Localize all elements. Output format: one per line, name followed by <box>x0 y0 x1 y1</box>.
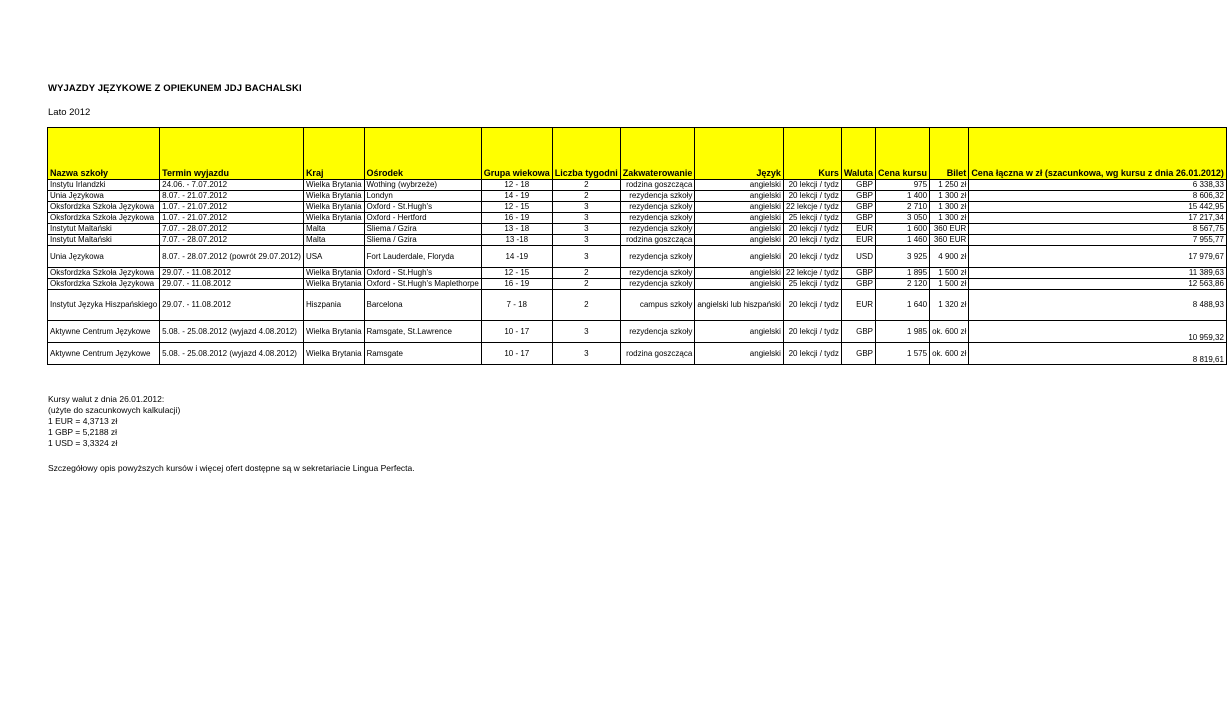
cell-country: Wielka Brytania <box>303 343 364 365</box>
cell-country: Wielka Brytania <box>303 180 364 191</box>
cell-country: Wielka Brytania <box>303 268 364 279</box>
table-row <box>48 246 1227 268</box>
cell-age-group: 16 - 19 <box>481 213 552 224</box>
cell-course: 20 lekcji / tydz <box>783 343 841 365</box>
cell-ticket: ok. 600 zł <box>930 321 969 343</box>
table-row <box>48 279 1227 290</box>
header-course-price: Cena kursu <box>876 128 930 180</box>
cell-currency: GBP <box>841 202 875 213</box>
cell-date: 7.07. - 28.07.2012 <box>160 224 304 235</box>
cell-center: Oxford - Hertford <box>364 213 481 224</box>
cell-course: 20 lekcji / tydz <box>783 224 841 235</box>
cell-language: angielski <box>695 202 784 213</box>
cell-ticket: 360 EUR <box>930 235 969 246</box>
cell-course-price: 1 640 <box>876 290 930 321</box>
cell-ticket: 1 500 zł <box>930 268 969 279</box>
cell-age-group: 7 - 18 <box>481 290 552 321</box>
cell-currency: EUR <box>841 235 875 246</box>
cell-language: angielski <box>695 224 784 235</box>
cell-course: 20 lekcji / tydz <box>783 235 841 246</box>
header-school: Nazwa szkoły <box>48 128 160 180</box>
cell-country: Wielka Brytania <box>303 191 364 202</box>
page-subtitle: Lato 2012 <box>48 107 91 118</box>
cell-date: 29.07. - 11.08.2012 <box>160 279 304 290</box>
cell-total: 8 567,75 <box>969 224 1227 235</box>
page-title: WYJAZDY JĘZYKOWE Z OPIEKUNEM JDJ BACHALSKI <box>48 83 302 94</box>
cell-date: 5.08. - 25.08.2012 (wyjazd 4.08.2012) <box>160 321 304 343</box>
cell-course-price: 975 <box>876 180 930 191</box>
cell-country: Wielka Brytania <box>303 213 364 224</box>
cell-weeks: 3 <box>552 202 620 213</box>
header-total: Cena łączna w zł (szacunkowa, wg kursu z dnia 26.01.2012) <box>969 128 1227 180</box>
cell-school: Instytut Maltański <box>48 224 160 235</box>
cell-country: Malta <box>303 235 364 246</box>
cell-accommodation: campus szkoły <box>620 290 695 321</box>
cell-age-group: 14 -19 <box>481 246 552 268</box>
cell-country: Hiszpania <box>303 290 364 321</box>
table-row <box>48 180 1227 191</box>
cell-date: 7.07. - 28.07.2012 <box>160 235 304 246</box>
cell-ticket: 1 500 zł <box>930 279 969 290</box>
cell-weeks: 3 <box>552 213 620 224</box>
rate-usd: 1 USD = 3,3324 zł <box>48 438 118 448</box>
cell-currency: EUR <box>841 224 875 235</box>
cell-weeks: 3 <box>552 235 620 246</box>
cell-weeks: 3 <box>552 246 620 268</box>
cell-currency: GBP <box>841 268 875 279</box>
cell-accommodation: rodzina goszcząca <box>620 343 695 365</box>
cell-date: 24.06. - 7.07.2012 <box>160 180 304 191</box>
cell-language: angielski <box>695 343 784 365</box>
cell-language: angielski <box>695 213 784 224</box>
cell-currency: GBP <box>841 191 875 202</box>
offers-table <box>47 127 1227 365</box>
cell-age-group: 16 - 19 <box>481 279 552 290</box>
cell-country: Wielka Brytania <box>303 321 364 343</box>
cell-language: angielski <box>695 268 784 279</box>
cell-school: Aktywne Centrum Językowe <box>48 321 160 343</box>
cell-currency: GBP <box>841 279 875 290</box>
notes-caption: (użyte do szacunkowych kalkulacji) <box>48 405 181 415</box>
cell-course: 25 lekcji / tydz <box>783 279 841 290</box>
cell-date: 29.07. - 11.08.2012 <box>160 268 304 279</box>
cell-weeks: 3 <box>552 321 620 343</box>
cell-weeks: 2 <box>552 279 620 290</box>
cell-course: 20 lekcji / tydz <box>783 321 841 343</box>
cell-total: 10 959,32 <box>969 321 1227 343</box>
cell-course-price: 2 710 <box>876 202 930 213</box>
cell-center: Ramsgate <box>364 343 481 365</box>
cell-ticket: 360 EUR <box>930 224 969 235</box>
cell-course-price: 1 400 <box>876 191 930 202</box>
cell-accommodation: rodzina goszcząca <box>620 180 695 191</box>
cell-school: Instytut Języka Hiszpańskiego <box>48 290 160 321</box>
cell-course: 20 lekcji / tydz <box>783 180 841 191</box>
cell-ticket: 1 300 zł <box>930 202 969 213</box>
table-row <box>48 191 1227 202</box>
cell-weeks: 2 <box>552 268 620 279</box>
cell-course-price: 3 050 <box>876 213 930 224</box>
table-row <box>48 290 1227 321</box>
cell-school: Instytu Irlandzki <box>48 180 160 191</box>
cell-language: angielski <box>695 246 784 268</box>
cell-course: 20 lekcji / tydz <box>783 246 841 268</box>
cell-weeks: 2 <box>552 180 620 191</box>
cell-date: 8.07. - 21.07.2012 <box>160 191 304 202</box>
cell-school: Oksfordzka Szkoła Językowa <box>48 202 160 213</box>
cell-course-price: 1 985 <box>876 321 930 343</box>
cell-age-group: 13 -18 <box>481 235 552 246</box>
cell-course-price: 1 600 <box>876 224 930 235</box>
cell-center: Wothing (wybrzeże) <box>364 180 481 191</box>
cell-accommodation: rezydencja szkoły <box>620 213 695 224</box>
cell-course: 22 lekcje / tydz <box>783 202 841 213</box>
cell-weeks: 2 <box>552 290 620 321</box>
cell-weeks: 3 <box>552 343 620 365</box>
cell-total: 6 338,33 <box>969 180 1227 191</box>
cell-age-group: 12 - 15 <box>481 202 552 213</box>
cell-country: Wielka Brytania <box>303 279 364 290</box>
cell-age-group: 13 - 18 <box>481 224 552 235</box>
cell-total: 17 979,67 <box>969 246 1227 268</box>
cell-language: angielski <box>695 180 784 191</box>
table-row <box>48 224 1227 235</box>
header-country: Kraj <box>303 128 364 180</box>
cell-center: Oxford - St.Hugh's <box>364 202 481 213</box>
cell-course-price: 1 460 <box>876 235 930 246</box>
cell-currency: USD <box>841 246 875 268</box>
cell-course: 20 lekcji / tydz <box>783 191 841 202</box>
header-center: Ośrodek <box>364 128 481 180</box>
cell-accommodation: rezydencja szkoły <box>620 246 695 268</box>
cell-ticket: 1 300 zł <box>930 213 969 224</box>
header-course: Kurs <box>783 128 841 180</box>
header-row <box>48 128 1227 180</box>
rate-eur: 1 EUR = 4,3713 zł <box>48 416 118 426</box>
cell-currency: GBP <box>841 213 875 224</box>
cell-total: 7 955,77 <box>969 235 1227 246</box>
cell-currency: EUR <box>841 290 875 321</box>
cell-center: Oxford - St.Hugh's <box>364 268 481 279</box>
cell-language: angielski <box>695 191 784 202</box>
cell-date: 8.07. - 28.07.2012 (powrót 29.07.2012) <box>160 246 304 268</box>
header-weeks: Liczba tygodni <box>552 128 620 180</box>
cell-school: Unia Językowa <box>48 246 160 268</box>
cell-ticket: 1 320 zł <box>930 290 969 321</box>
cell-total: 11 389,63 <box>969 268 1227 279</box>
cell-school: Oksfordzka Szkoła Językowa <box>48 279 160 290</box>
header-currency: Waluta <box>841 128 875 180</box>
cell-currency: GBP <box>841 180 875 191</box>
cell-date: 5.08. - 25.08.2012 (wyjazd 4.08.2012) <box>160 343 304 365</box>
cell-language: angielski <box>695 235 784 246</box>
cell-date: 29.07. - 11.08.2012 <box>160 290 304 321</box>
cell-total: 17 217,34 <box>969 213 1227 224</box>
cell-center: Sliema / Gzira <box>364 235 481 246</box>
table-row <box>48 202 1227 213</box>
cell-course-price: 1 575 <box>876 343 930 365</box>
table-row <box>48 235 1227 246</box>
rate-gbp: 1 GBP = 5,2188 zł <box>48 427 118 437</box>
cell-school: Oksfordzka Szkoła Językowa <box>48 268 160 279</box>
cell-total: 15 442,95 <box>969 202 1227 213</box>
header-language: Język <box>695 128 784 180</box>
cell-course: 25 lekcji / tydz <box>783 213 841 224</box>
header-age-group: Grupa wiekowa <box>481 128 552 180</box>
table-row <box>48 343 1227 365</box>
cell-accommodation: rezydencja szkoły <box>620 224 695 235</box>
cell-accommodation: rezydencja szkoły <box>620 191 695 202</box>
cell-total: 12 563,86 <box>969 279 1227 290</box>
cell-center: Londyn <box>364 191 481 202</box>
cell-country: USA <box>303 246 364 268</box>
header-accommodation: Zakwaterowanie <box>620 128 695 180</box>
cell-country: Wielka Brytania <box>303 202 364 213</box>
cell-weeks: 2 <box>552 191 620 202</box>
table-row <box>48 213 1227 224</box>
cell-center: Sliema / Gzira <box>364 224 481 235</box>
cell-accommodation: rezydencja szkoły <box>620 279 695 290</box>
cell-course-price: 3 925 <box>876 246 930 268</box>
table-row <box>48 268 1227 279</box>
cell-currency: GBP <box>841 321 875 343</box>
cell-ticket: 1 250 zł <box>930 180 969 191</box>
notes-heading: Kursy walut z dnia 26.01.2012: <box>48 394 165 404</box>
cell-language: angielski lub hiszpański <box>695 290 784 321</box>
header-date: Termin wyjazdu <box>160 128 304 180</box>
cell-currency: GBP <box>841 343 875 365</box>
cell-course-price: 1 895 <box>876 268 930 279</box>
cell-center: Ramsgate, St.Lawrence <box>364 321 481 343</box>
cell-age-group: 10 - 17 <box>481 321 552 343</box>
cell-language: angielski <box>695 279 784 290</box>
cell-center: Fort Lauderdale, Floryda <box>364 246 481 268</box>
cell-center: Oxford - St.Hugh's Maplethorpe <box>364 279 481 290</box>
cell-ticket: 1 300 zł <box>930 191 969 202</box>
cell-ticket: ok. 600 zł <box>930 343 969 365</box>
cell-age-group: 10 - 17 <box>481 343 552 365</box>
cell-school: Unia Językowa <box>48 191 160 202</box>
cell-date: 1.07. - 21.07.2012 <box>160 213 304 224</box>
cell-center: Barcelona <box>364 290 481 321</box>
cell-age-group: 14 - 19 <box>481 191 552 202</box>
cell-total: 8 819,61 <box>969 343 1227 365</box>
footer-note: Szczegółowy opis powyższych kursów i więcej ofert dostępne są w sekretariacie Lingua Perfecta. <box>48 463 415 473</box>
cell-school: Instytut Maltański <box>48 235 160 246</box>
cell-ticket: 4 900 zł <box>930 246 969 268</box>
cell-total: 8 606,32 <box>969 191 1227 202</box>
header-ticket: Bilet <box>930 128 969 180</box>
cell-country: Malta <box>303 224 364 235</box>
exchange-rate-notes <box>48 394 180 449</box>
cell-course-price: 2 120 <box>876 279 930 290</box>
cell-age-group: 12 - 15 <box>481 268 552 279</box>
cell-accommodation: rodzina goszcząca <box>620 235 695 246</box>
cell-weeks: 3 <box>552 224 620 235</box>
cell-total: 8 488,93 <box>969 290 1227 321</box>
cell-accommodation: rezydencja szkoły <box>620 321 695 343</box>
cell-school: Oksfordzka Szkoła Językowa <box>48 213 160 224</box>
cell-school: Aktywne Centrum Językowe <box>48 343 160 365</box>
table-row <box>48 321 1227 343</box>
cell-language: angielski <box>695 321 784 343</box>
cell-course: 22 lekcje / tydz <box>783 268 841 279</box>
cell-date: 1.07. - 21.07.2012 <box>160 202 304 213</box>
cell-accommodation: rezydencja szkoły <box>620 202 695 213</box>
cell-age-group: 12 - 18 <box>481 180 552 191</box>
cell-accommodation: rezydencja szkoły <box>620 268 695 279</box>
cell-course: 20 lekcji / tydz <box>783 290 841 321</box>
